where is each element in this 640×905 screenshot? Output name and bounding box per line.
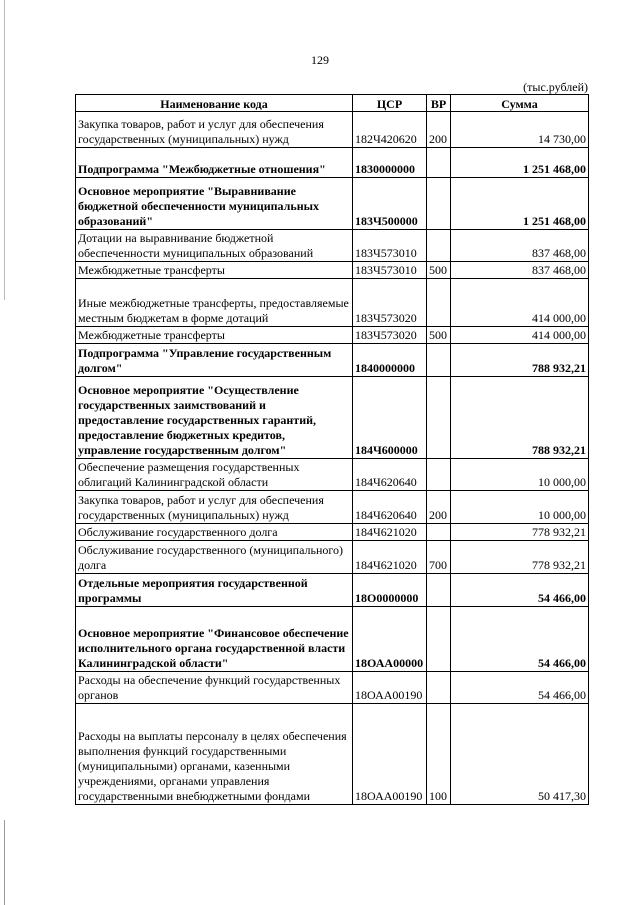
cell-name: Обслуживание государственного (муниципального) долга (76, 541, 353, 574)
cell-sum: 778 932,21 (451, 541, 589, 574)
table-row (76, 112, 589, 148)
cell-csr: 18ОАА00190 (353, 672, 427, 704)
unit-note: (тыс.рублей) (523, 80, 588, 94)
cell-csr: 183Ч573020 (353, 327, 427, 344)
table-row (76, 541, 589, 574)
cell-vr: 200 (427, 491, 451, 524)
header-vr: ВР (427, 95, 451, 112)
cell-csr: 184Ч620640 (353, 459, 427, 491)
cell-name: Отдельные мероприятия государственной программы (76, 574, 353, 607)
budget-table (75, 94, 589, 805)
table-header-row (76, 95, 589, 112)
cell-csr: 1840000000 (353, 344, 427, 377)
cell-name: Обеспечение размещения государственных облигаций Калининградской области (76, 459, 353, 491)
cell-vr (427, 178, 451, 230)
cell-csr: 184Ч600000 (353, 377, 427, 459)
cell-sum: 788 932,21 (451, 377, 589, 459)
cell-sum: 837 468,00 (451, 230, 589, 262)
table-row (76, 327, 589, 344)
cell-sum: 10 000,00 (451, 459, 589, 491)
table-row (76, 574, 589, 607)
cell-name: Дотации на выравнивание бюджетной обеспеченности муниципальных образований (76, 230, 353, 262)
cell-vr (427, 230, 451, 262)
cell-name: Обслуживание государственного долга (76, 524, 353, 541)
table-row (76, 459, 589, 491)
table-row (76, 524, 589, 541)
table-row (76, 279, 589, 327)
scan-edge-mark (4, 0, 5, 300)
cell-vr (427, 524, 451, 541)
cell-vr (427, 279, 451, 327)
table-row (76, 704, 589, 805)
cell-name: Расходы на обеспечение функций государственных органов (76, 672, 353, 704)
cell-vr: 200 (427, 112, 451, 148)
cell-vr: 500 (427, 262, 451, 279)
cell-sum: 778 932,21 (451, 524, 589, 541)
table-row (76, 230, 589, 262)
cell-sum: 10 000,00 (451, 491, 589, 524)
cell-vr: 500 (427, 327, 451, 344)
cell-sum: 54 466,00 (451, 574, 589, 607)
cell-vr (427, 459, 451, 491)
cell-sum: 50 417,30 (451, 704, 589, 805)
cell-csr: 183Ч500000 (353, 178, 427, 230)
table-body (76, 112, 589, 805)
header-name: Наименование кода (76, 95, 353, 112)
cell-vr (427, 574, 451, 607)
cell-name: Межбюджетные трансферты (76, 327, 353, 344)
cell-sum: 414 000,00 (451, 279, 589, 327)
table-row (76, 377, 589, 459)
table-row (76, 148, 589, 178)
cell-vr (427, 377, 451, 459)
cell-vr (427, 672, 451, 704)
table-row (76, 491, 589, 524)
cell-name: Подпрограмма "Управление государственным долгом" (76, 344, 353, 377)
cell-sum: 837 468,00 (451, 262, 589, 279)
cell-name: Основное мероприятие "Осуществление государственных заимствований и предоставление государственных гарантий, предоставление бюджетных кредитов, управление государственным долгом" (76, 377, 353, 459)
cell-name: Расходы на выплаты персоналу в целях обеспечения выполнения функций государственными (муниципальными) органами, казенными учреждениями, органами управления государственными внебюджетными фондами (76, 704, 353, 805)
table-row (76, 344, 589, 377)
cell-sum: 788 932,21 (451, 344, 589, 377)
header-csr: ЦСР (353, 95, 427, 112)
cell-vr: 700 (427, 541, 451, 574)
cell-sum: 54 466,00 (451, 607, 589, 672)
cell-sum: 54 466,00 (451, 672, 589, 704)
cell-csr: 18О0000000 (353, 574, 427, 607)
cell-vr (427, 148, 451, 178)
cell-vr (427, 344, 451, 377)
page-number: 129 (311, 53, 329, 67)
cell-name: Иные межбюджетные трансферты, предоставляемые местным бюджетам в форме дотаций (76, 279, 353, 327)
cell-csr: 184Ч621020 (353, 524, 427, 541)
table-row (76, 262, 589, 279)
cell-csr: 183Ч573020 (353, 279, 427, 327)
cell-csr: 184Ч620640 (353, 491, 427, 524)
cell-sum: 1 251 468,00 (451, 148, 589, 178)
cell-csr: 183Ч573010 (353, 230, 427, 262)
cell-csr: 182Ч420620 (353, 112, 427, 148)
cell-name: Межбюджетные трансферты (76, 262, 353, 279)
cell-name: Основное мероприятие "Финансовое обеспечение исполнительного органа государственной власти Калининградской области" (76, 607, 353, 672)
cell-csr: 183Ч573010 (353, 262, 427, 279)
cell-vr: 100 (427, 704, 451, 805)
cell-name: Подпрограмма "Межбюджетные отношения" (76, 148, 353, 178)
table-row (76, 178, 589, 230)
cell-vr (427, 607, 451, 672)
table-row (76, 672, 589, 704)
cell-csr: 1830000000 (353, 148, 427, 178)
table-row (76, 607, 589, 672)
cell-csr: 184Ч621020 (353, 541, 427, 574)
cell-sum: 414 000,00 (451, 327, 589, 344)
cell-name: Закупка товаров, работ и услуг для обеспечения государственных (муниципальных) нужд (76, 491, 353, 524)
cell-csr: 18ОАА00190 (353, 704, 427, 805)
cell-csr: 18ОАА00000 (353, 607, 427, 672)
header-sum: Сумма (451, 95, 589, 112)
cell-sum: 1 251 468,00 (451, 178, 589, 230)
cell-name: Основное мероприятие "Выравнивание бюджетной обеспеченности муниципальных образований" (76, 178, 353, 230)
cell-name: Закупка товаров, работ и услуг для обеспечения государственных (муниципальных) нужд (76, 112, 353, 148)
cell-sum: 14 730,00 (451, 112, 589, 148)
scan-edge-mark (4, 820, 5, 905)
